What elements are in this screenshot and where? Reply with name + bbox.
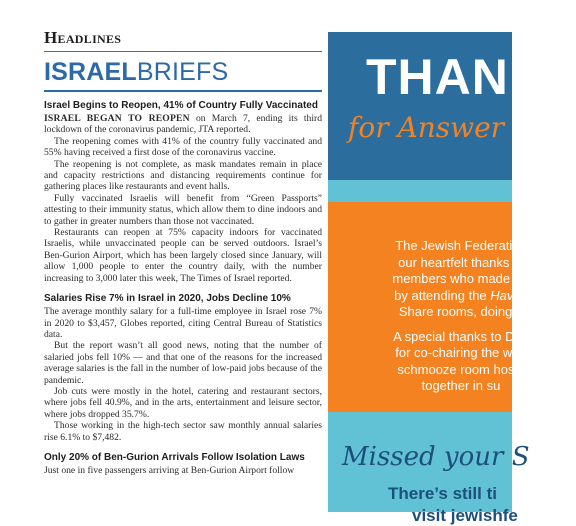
section-label: Headlines xyxy=(44,28,122,47)
article-headline: Israel Begins to Reopen, 41% of Country Fully Vaccinated xyxy=(44,100,318,111)
article-paragraph: Those working in the high-tech sector saw monthly annual salaries rise 6.1% to $7,482. xyxy=(44,420,322,443)
article-paragraph: Job cuts were mostly in the hotel, catering and restaurant sectors, where jobs fell 40.9%, and in the arts, entertainment and leisure sector, where jobs dropped 35.7%. xyxy=(44,385,322,420)
article-arrivals xyxy=(44,452,322,476)
article-headline: Salaries Rise 7% in Israel in 2020, Jobs Decline 10% xyxy=(44,293,291,305)
article-paragraph: Fully vaccinated Israelis will benefit from “Green Passports” attesting to their immunity status, which allow them to dine indoors and to gather in greater numbers than those not vaccinated. xyxy=(44,192,322,227)
message-line: schmooze room hosts xyxy=(397,361,525,377)
article-paragraph: Restaurants can reopen at 75% capacity indoors for vaccinated Israelis, while unvaccinated people can be served outdoors. Israel’s Ben-Gurion Airport, which has been largely closed since January, will allow 1,000 people to enter the country daily, with the number increasing to 3,000 later this week, The Times of Israel reported. xyxy=(44,227,322,284)
message-line: A special thanks to Dan xyxy=(393,328,529,344)
article-paragraph: ISRAEL BEGAN TO REOPEN on March 7, ending its third lockdown of the coronavirus pandemic, JTA reported. xyxy=(44,113,322,136)
message-line: our heartfelt thanks to xyxy=(398,254,524,270)
article-paragraph: Just one in five passengers arriving at Ben-Gurion Airport follow xyxy=(44,464,295,476)
message-line: The Jewish Federation xyxy=(395,238,527,253)
brand-bold: ISRAEL xyxy=(44,58,137,86)
thank-heading: THAN xyxy=(366,49,509,105)
section-divider xyxy=(44,51,322,52)
israel-briefs-title xyxy=(44,58,322,86)
article-paragraph: The average monthly salary for a full-time employee in Israel rose 7% in 2020 to $3,457, Globes reported, citing Central Bureau of Statistics data. xyxy=(44,306,322,340)
still-time-line: There’s still ti xyxy=(388,484,497,503)
title-divider xyxy=(44,90,322,92)
thank-you-ad xyxy=(328,32,530,525)
message-line: Share rooms, doing a xyxy=(398,304,524,319)
missed-heading: Missed your S xyxy=(342,442,530,472)
article-paragraph: But the report wasn’t all good news, noting that the number of salaried jobs fell 10% — and that one of the reasons for the increased average salaries is the fall in the number of low-paid jobs because of the pandemic. xyxy=(44,340,322,386)
article-salaries xyxy=(44,293,322,443)
brand-light: BRIEFS xyxy=(136,58,229,86)
headlines-column xyxy=(44,28,322,476)
article-headline: Only 20% of Ben-Gurion Arrivals Follow Isolation Laws xyxy=(44,451,305,463)
message-line: members who made Su xyxy=(392,271,530,286)
message-line: together in su xyxy=(421,378,501,393)
thanks-message xyxy=(346,238,576,395)
article-reopen xyxy=(44,100,322,284)
visit-link-line: visit jewishfe xyxy=(412,506,518,525)
article-paragraph: The reopening is not complete, as mask mandates remain in place and capacity restrictions and distancing requirements continue for gathering places like restaurants and event halls. xyxy=(44,158,322,193)
light-stripe xyxy=(328,180,512,202)
for-answers-script: for Answer xyxy=(348,111,505,144)
article-lead: ISRAEL BEGAN TO REOPEN xyxy=(44,113,190,124)
message-line: for co-chairing the wee xyxy=(395,345,527,360)
message-line: by attending the Havdo xyxy=(394,287,528,303)
article-paragraph: The reopening comes with 41% of the country fully vaccinated and 55% having received a first dose of the coronavirus vaccine. xyxy=(44,135,322,159)
